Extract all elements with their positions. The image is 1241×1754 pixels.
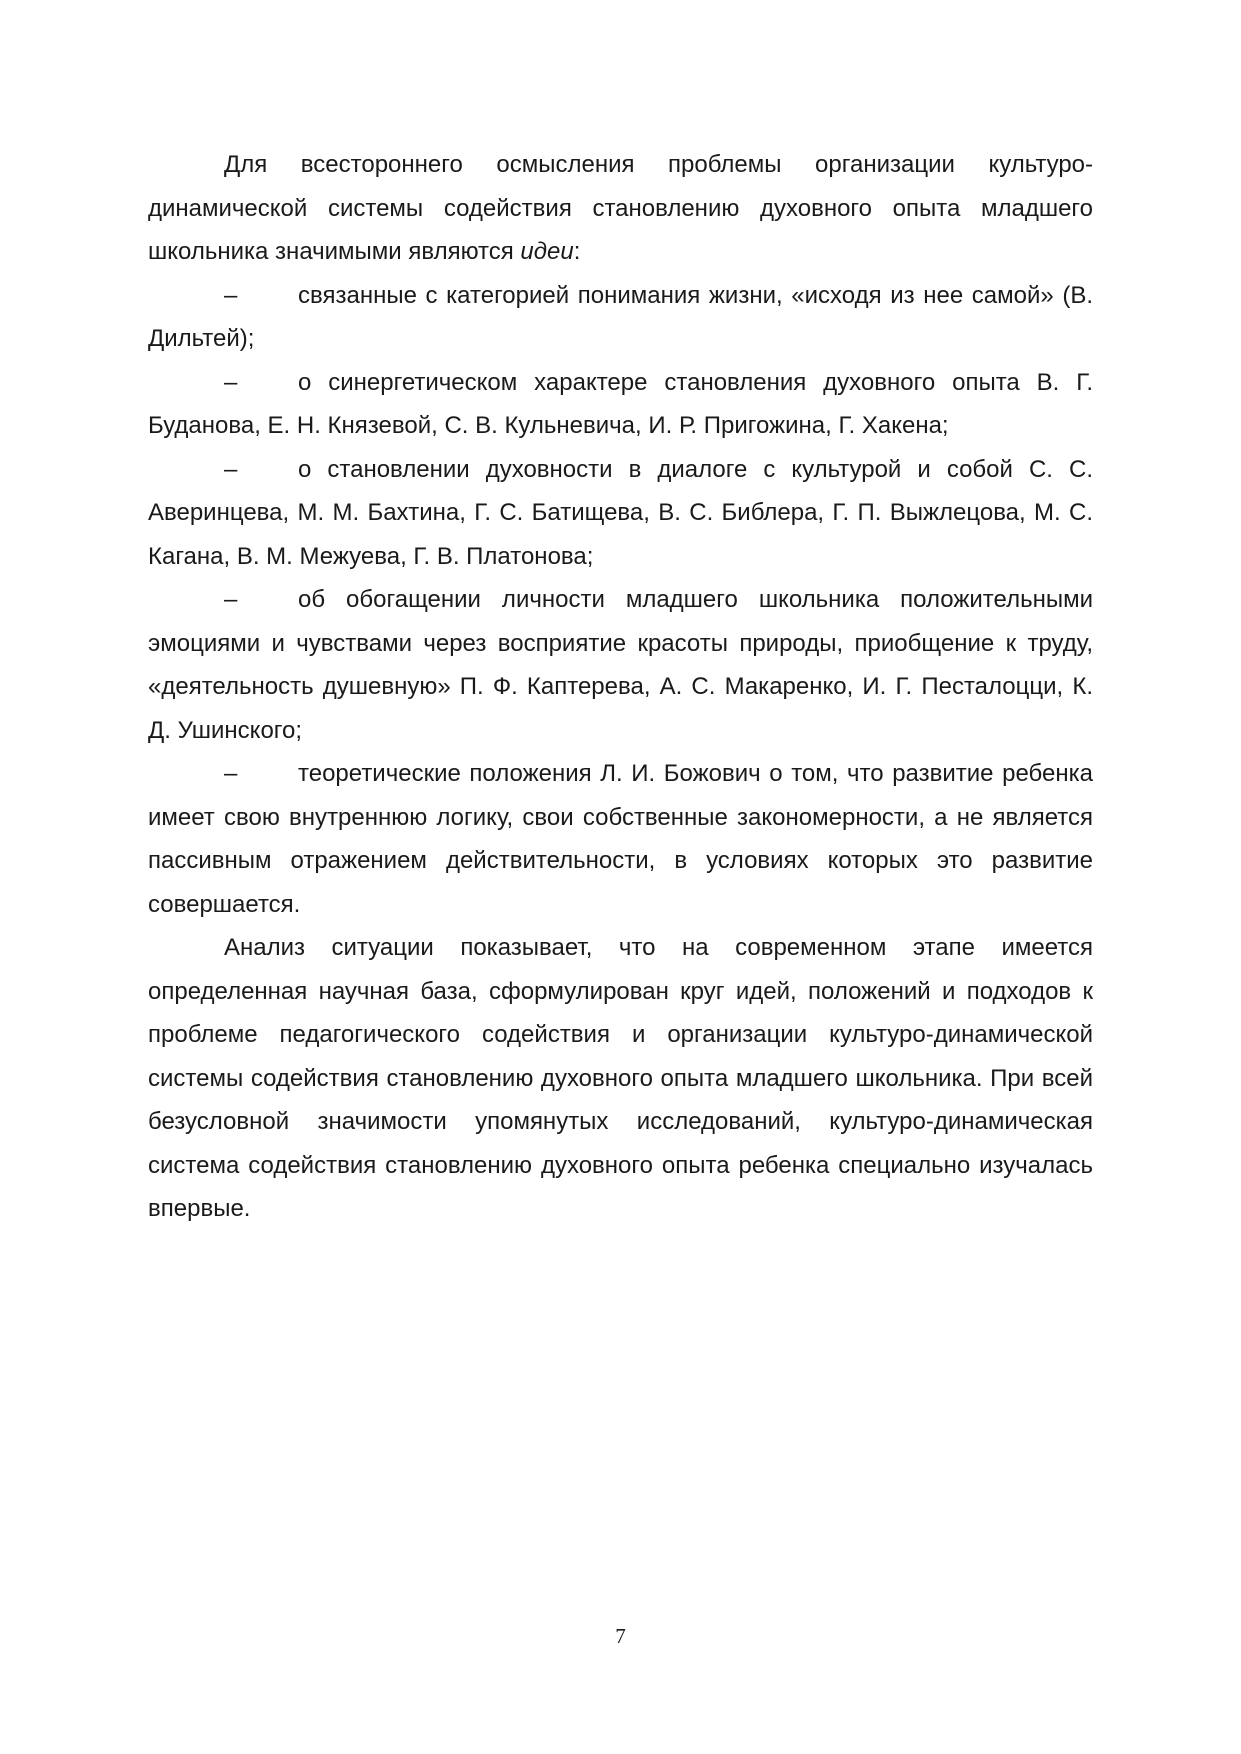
intro-text: Для всестороннего осмысления проблемы организации культуро-динамической системы содействия становлению духовного опыта младшего школьника значимыми являются: [148, 151, 1093, 265]
list-item-text: теоретические положения Л. И. Божович о том, что развитие ребенка имеет свою внутреннюю логику, свои собственные закономерности, а не является пассивным отражением действительности, в условиях которых это развитие совершается.: [148, 760, 1093, 918]
body-text: [148, 143, 1093, 1231]
page-number: 7: [615, 1624, 626, 1648]
list-item: [148, 448, 1093, 579]
list-item-text: связанные с категорией понимания жизни, «исходя из нее самой» (В. Дильтей);: [148, 281, 1093, 352]
list-item-text: о становлении духовности в диалоге с культурой и собой С. С. Аверинцева, М. М. Бахтина, Г. С. Батищева, В. С. Библера, Г. П. Выжлецова, М. С. Кагана, В. М. Межуева, Г. В. Платонова;: [148, 455, 1093, 570]
dash-marker: –: [224, 760, 238, 787]
list-item-text: об обогащении личности младшего школьника положительными эмоциями и чувствами через восприятие красоты природы, приобщение к труду, «деятельность душевную» П. Ф. Каптерева, А. С. Макаренко, И. Г. Песталоцци, К. Д. Ушинского;: [148, 586, 1093, 744]
intro-tail: :: [573, 238, 581, 265]
dash-marker: –: [224, 368, 238, 396]
list-item: [148, 578, 1093, 752]
intro-emphasis: идеи: [520, 238, 574, 265]
intro-paragraph: [148, 143, 1093, 274]
list-item: [148, 752, 1093, 926]
dash-marker: –: [224, 455, 238, 483]
list-item: [148, 361, 1093, 448]
dash-marker: –: [224, 586, 238, 613]
dash-marker: –: [224, 281, 238, 309]
list-item-text: о синергетическом характере становления духовного опыта В. Г. Буданова, Е. Н. Князевой, С. В. Кульневича, И. Р. Пригожина, Г. Хакена;: [148, 368, 1093, 439]
list-item: [148, 274, 1093, 361]
conclusion-paragraph: Анализ ситуации показывает, что на современном этапе имеется определенная научная база, сформулирован круг идей, положений и подходов к проблеме педагогического содействия и организации культуро-динамической системы содействия становлению духовного опыта младшего школьника. При всей безусловной значимости упомянутых исследований, культуро-динамическая система содействия становлению духовного опыта ребенка специально изучалась впервые.: [148, 934, 1093, 1222]
